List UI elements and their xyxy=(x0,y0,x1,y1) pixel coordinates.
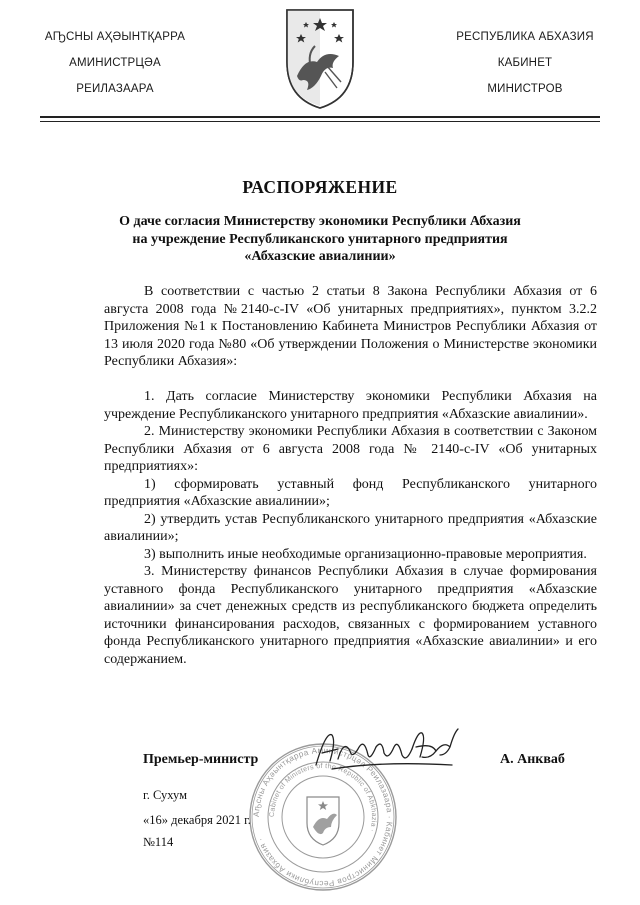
seal-emblem-icon xyxy=(307,797,339,845)
document-type-title: РАСПОРЯЖЕНИЕ xyxy=(242,177,398,197)
handwritten-signature xyxy=(312,725,462,780)
header-divider-thick xyxy=(40,116,600,118)
header-divider-thin xyxy=(40,121,600,122)
coat-of-arms-emblem xyxy=(281,6,359,110)
preamble-paragraph: В соответствии с частью 2 статьи 8 Закона Республики Абхазия от 6 августа 2008 года №2140-с-IV «Об унитарных предприятиях», пунктом 3.2.2 Приложения №1 к Постановлению Кабинета Министров Республики Абхазия от 13 июля 2020 года №80 «Об утверждении Положения о Министерстве экономики Республики Абхазия»: xyxy=(104,284,597,369)
header-right-org xyxy=(440,24,610,102)
header-right-line-3: МИНИСТРОВ xyxy=(487,83,563,95)
document-body xyxy=(104,283,597,668)
header-right-line-2: КАБИНЕТ xyxy=(497,57,553,69)
signatory-role: Премьер-министр xyxy=(143,752,259,767)
subclause-2-2: 2) утвердить устав Республиканского унитарного предприятия «Абхазские авиалинии»; xyxy=(104,511,597,544)
subclause-2-3: 3) выполнить иные необходимые организационно-правовые мероприятия. xyxy=(144,546,587,562)
document-number: №114 xyxy=(143,835,174,849)
subclause-2-1: 1) сформировать уставный фонд Республиканского унитарного предприятия «Абхазские авиалинии»; xyxy=(104,476,597,509)
subject-line-2: на учреждение Республиканского унитарного предприятия xyxy=(132,231,508,247)
header-left-line-2: АМИНИСТРЦӘА xyxy=(69,57,161,69)
seal-outer-text: Аҧсны Аҳәынтқарра Аминистрцәа Реилазаара · Кабинет Министров Республики Абхазия · xyxy=(251,745,395,889)
document-subject xyxy=(100,213,540,266)
header-left-org xyxy=(30,24,200,102)
header-right-line-1: РЕСПУБЛИКА АБХАЗИЯ xyxy=(456,31,594,43)
subject-line-3: «Абхазские авиалинии» xyxy=(244,249,396,264)
signatory-name: А. Анкваб xyxy=(500,752,565,767)
header-left-line-3: РЕИЛАЗААРА xyxy=(76,83,154,95)
issue-date: «16» декабря 2021 г. xyxy=(143,813,251,827)
subject-line-1: О даче согласия Министерству экономики Республики Абхазия xyxy=(119,214,521,229)
issue-place: г. Сухум xyxy=(143,788,188,802)
clause-1: 1. Дать согласие Министерству экономики Республики Абхазия на учреждение Республиканского унитарного предприятия «Абхазские авиалинии». xyxy=(104,389,597,422)
clause-2: 2. Министерству экономики Республики Абхазия в соответствии с Законом Республики Абхазия от 6 августа 2008 года № 2140-с-IV «Об унитарных предприятиях»: xyxy=(104,424,597,474)
header-left-line-1: АҦСНЫ АҲӘЫНТҚАРРА xyxy=(44,31,186,43)
clause-3: 3. Министерству финансов Республики Абхазия в случае формирования уставного фонда Республиканского унитарного предприятия «Абхазские авиалинии» за счет денежных средств из республиканского бюджета определить источники финансирования расходов, связанных с формированием уставного фонда Республиканского унитарного предприятия «Абхазские авиалинии» и его содержанием. xyxy=(104,564,597,667)
seal-ring-text: Cabinet of Ministers of the Republic of Abkhazia · xyxy=(268,762,378,833)
